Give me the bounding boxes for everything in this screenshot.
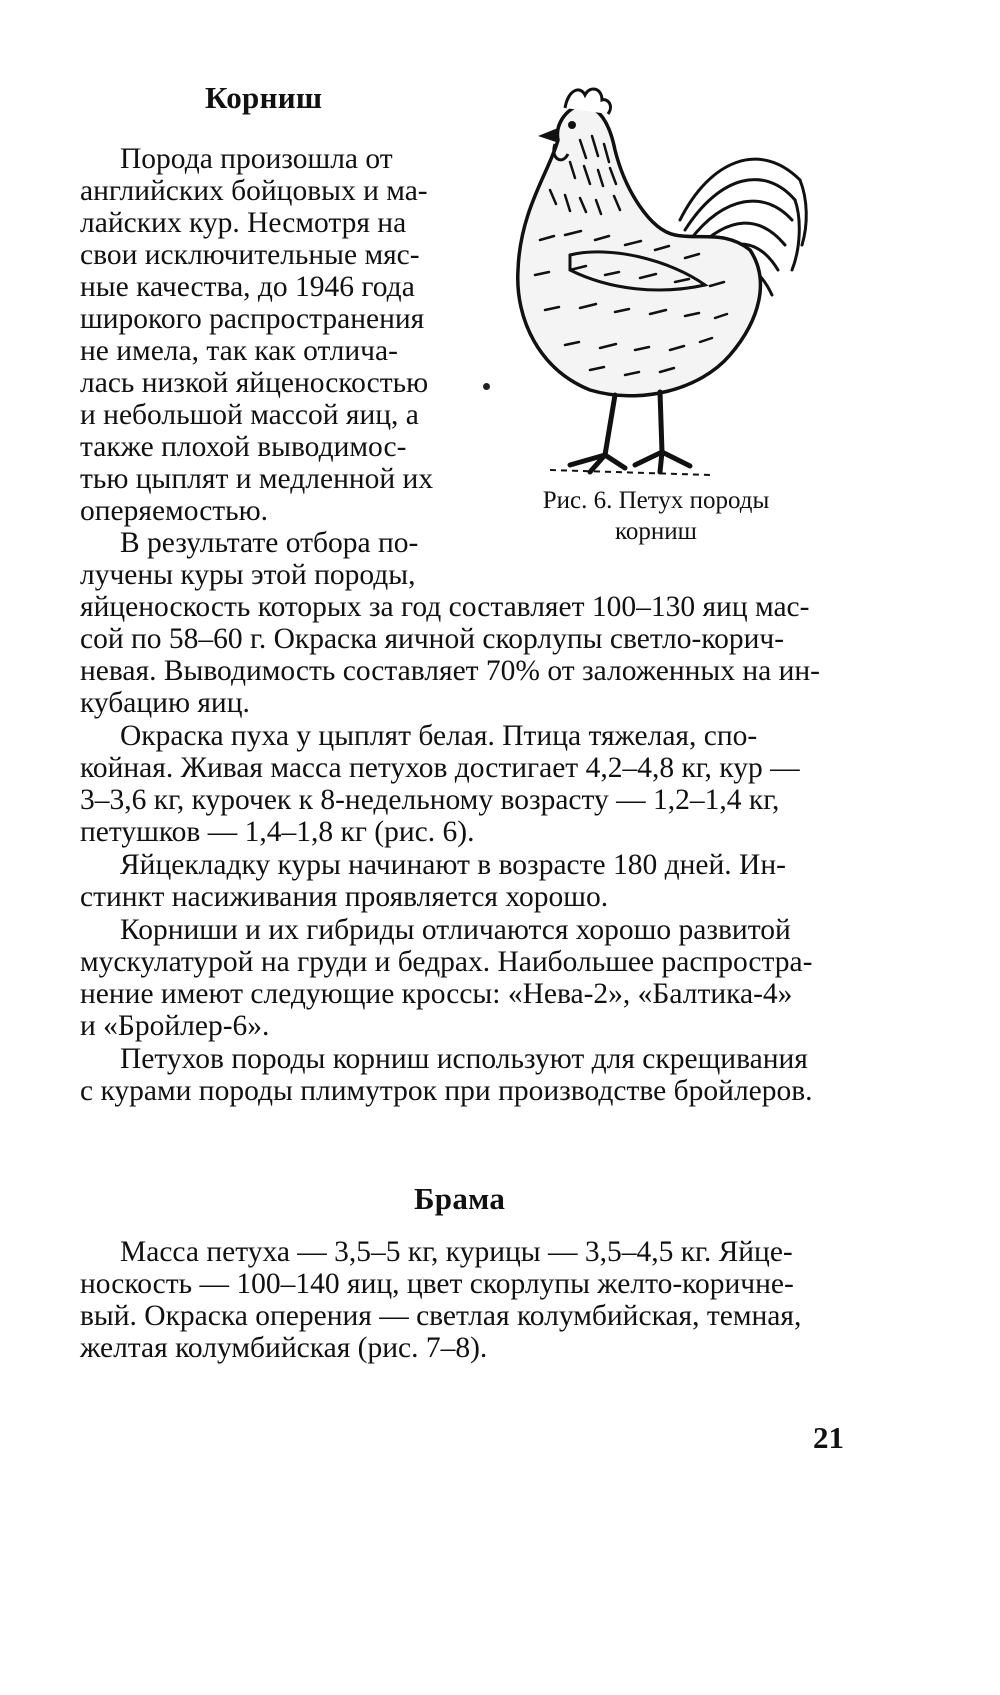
text-line: петушков — 1,4–1,8 кг (рис. 6). (80, 816, 475, 848)
text-line: мускулатурой на груди и бедрах. Наибольшее распростра- (80, 946, 813, 978)
section-title-brama: Брама (414, 1181, 506, 1216)
text-line: оперяемостью. (80, 495, 269, 527)
text-line: невая. Выводимость составляет 70% от заложенных на ин- (80, 655, 821, 687)
text-line: Корниши и их гибриды отличаются хорошо развитой (120, 914, 791, 946)
text-line: английских бойцовых и ма- (80, 175, 428, 207)
text-line: яйценоскость которых за год составляет 100–130 яиц мас- (80, 591, 810, 623)
text-line: лучены куры этой породы, (80, 559, 416, 591)
caption-line: Рис. 6. Петух породы (542, 487, 770, 514)
text-line: В результате отбора по- (120, 527, 419, 559)
text-line: не имела, так как отлича- (80, 335, 398, 367)
text-line: свои исключительные мяс- (80, 239, 420, 271)
text-line: желтая колумбийская (рис. 7–8). (80, 1332, 488, 1364)
text-line: лась низкой яйценоскостью (80, 367, 429, 399)
text-line: стинкт насиживания проявляется хорошо. (80, 881, 609, 913)
text-line: носкость — 100–140 яиц, цвет скорлупы желто-коричне- (80, 1268, 794, 1300)
text-line: тью цыплят и медленной их (80, 463, 434, 495)
page-number: 21 (813, 1420, 844, 1455)
text-line: ные качества, до 1946 года (80, 271, 415, 303)
text-line: также плохой выводимос- (80, 431, 407, 463)
text-line: широкого распространения (80, 303, 425, 335)
text-line: вый. Окраска оперения — светлая колумбийская, темная, (80, 1300, 802, 1332)
figure-caption (486, 485, 826, 548)
section-title-kornish: Корниш (205, 80, 323, 115)
text-line: Масса петуха — 3,5–5 кг, курицы — 3,5–4,5 кг. Яйце- (120, 1236, 793, 1268)
text-line: с курами породы плимутрок при производстве бройлеров. (80, 1075, 813, 1107)
text-line: сой по 58–60 г. Окраска яичной скорлупы светло-корич- (80, 623, 785, 655)
text-line: нение имеют следующие кроссы: «Нева-2», «Балтика-4» (80, 978, 793, 1010)
text-line: лайских кур. Несмотря на (80, 207, 407, 239)
text-line: Порода произошла от (120, 143, 393, 175)
text-line: Окраска пуха у цыплят белая. Птица тяжелая, спо- (120, 720, 758, 752)
text-line: Яйцекладку куры начинают в возрасте 180 дней. Ин- (120, 849, 786, 881)
text-line: кубацию яиц. (80, 687, 250, 719)
text-line: и небольшой массой яиц, а (80, 399, 419, 431)
print-speck (483, 383, 490, 390)
text-line: Петухов породы корниш используют для скрещивания (120, 1043, 808, 1075)
rooster-illustration (510, 70, 810, 500)
text-line: 3–3,6 кг, курочек к 8-недельному возрасту — 1,2–1,4 кг, (80, 784, 780, 816)
caption-line: корниш (615, 518, 697, 546)
text-line: и «Бройлер-6». (80, 1010, 270, 1042)
text-line: койная. Живая масса петухов достигает 4,2–4,8 кг, кур — (80, 752, 800, 784)
